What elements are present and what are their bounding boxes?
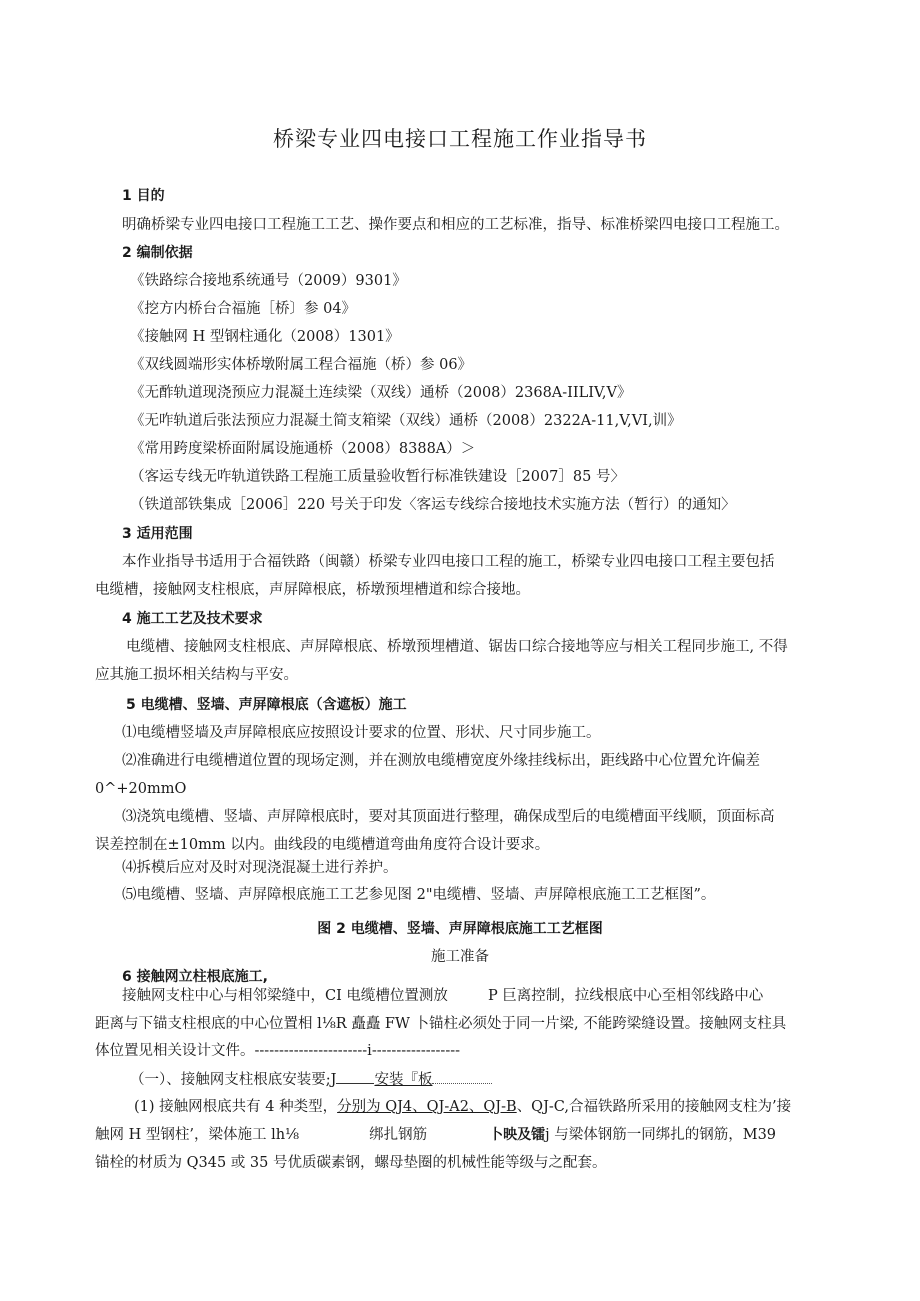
reference-item: 《接触网 H 型钢柱通化（2008）1301》	[130, 329, 400, 345]
section-5-item: ⑴电缆槽竖墙及声屏障根底应按照设计要求的位置、形状、尺寸同步施工。	[122, 725, 601, 741]
reference-item: 《常用跨度梁桥面附属设施通桥（2008）8388A）＞	[130, 441, 476, 457]
underline-blank	[432, 1069, 492, 1084]
paragraph-text: 绑扎钢筋	[369, 1127, 428, 1143]
paragraph-text: 、QJ-C,合福铁路所采用的接触网支柱为’接	[516, 1099, 792, 1115]
paragraph-text: 接触网支柱中心与相邻梁缝中，CI 电缆槽位置测放	[122, 988, 448, 1004]
section-6-heading: 6 接触网立柱根底施工,	[122, 969, 268, 985]
subsection-text: 安装『板	[374, 1072, 433, 1088]
section-5-item: ⑸电缆槽、竖墙、声屏障根底施工工艺参见图 2"电缆槽、竖墙、声屏障根底施工工艺框图”。	[122, 887, 716, 903]
section-1-heading: 1 目的	[122, 188, 165, 204]
section-6-item-line	[134, 1097, 791, 1117]
underline-blank	[336, 1069, 374, 1084]
section-6-item-line	[95, 1125, 776, 1145]
section-6-paragraph-line	[95, 1041, 460, 1061]
paragraph-text: 体位置见相关设计文件。	[95, 1043, 255, 1059]
section-5-item-continuation: 误差控制在±10mm 以内。曲线段的电缆槽道弯曲角度符合设计要求。	[95, 837, 550, 853]
section-4-heading: 4 施工工艺及技术要求	[122, 611, 263, 627]
section-5-heading: 5 电缆槽、竖墙、声屏障根底（含遮板）施工	[126, 697, 407, 713]
reference-item: 《双线圆端形实体桥墩附属工程合福施（桥）参 06》	[130, 357, 473, 373]
reference-item: 《无咋轨道后张法预应力混凝土简支箱梁（双线）通桥（2008）2322A-11,V,VI,训》	[130, 413, 682, 429]
section-5-item-continuation: 0^+20mmO	[95, 781, 187, 797]
section-1-paragraph: 明确桥梁专业四电接口工程施工工艺、操作要点和相应的工艺标准，指导、标准桥梁四电接口工程施工。	[122, 217, 789, 233]
paragraph-text: 触网 H 型钢柱’，梁体施工 lh⅛	[95, 1127, 300, 1143]
section-3-paragraph-line: 电缆槽，接触网支柱根底，声屏障根底，桥墩预埋槽道和综合接地。	[95, 582, 530, 598]
section-5-item: ⑶浇筑电缆槽、竖墙、声屏障根底时，要对其顶面进行整理，确保成型后的电缆槽面平线顺，顶面标高	[122, 809, 775, 825]
section-3-paragraph-line: 本作业指导书适用于合福铁路（闽赣）桥梁专业四电接口工程的施工，桥梁专业四电接口工程主要包括	[122, 554, 775, 570]
subsection-text: （一）、接触网支柱根底安装要;J	[130, 1072, 337, 1088]
section-5-item: ⑷拆模后应对及时对现浇混凝土进行养护。	[122, 860, 398, 876]
figure-2-box-label: 施工准备	[431, 949, 489, 965]
section-4-paragraph-line: 电缆槽、接触网支柱根底、声屏障根底、桥墩预埋槽道、锯齿口综合接地等应与相关工程同步施工, 不得	[126, 639, 788, 655]
paragraph-text: P 巨离控制，拉线根底中心至相邻线路中心	[487, 988, 764, 1004]
section-4-paragraph-line: 应其施工损坏相关结构与平安。	[95, 667, 298, 683]
document-title: 桥梁专业四电接口工程施工作业指导书	[273, 127, 647, 151]
figure-2-caption: 图 2 电缆槽、竖墙、声屏障根底施工工艺框图	[317, 921, 603, 937]
dashed-rule-text: -----------------------i------------------	[254, 1043, 461, 1059]
bold-text: 卜映及镭	[489, 1127, 546, 1143]
reference-item: （铁道部铁集成［2006］220 号关于印发〈客运专线综合接地技术实施方法（暂行）的通知〉	[130, 497, 736, 513]
section-6-paragraph-line	[122, 986, 763, 1006]
section-5-item: ⑵准确进行电缆槽道位置的现场定测，并在测放电缆槽宽度外缘挂线标出，距线路中心位置允许偏差	[122, 753, 760, 769]
section-2-heading: 2 编制依据	[122, 245, 193, 261]
paragraph-text: j 与梁体钢筋一同绑扎的钢筋，M39	[545, 1127, 777, 1143]
reference-item: 《挖方内桥台合福施［桥〕参 04》	[130, 301, 357, 317]
section-3-heading: 3 适用范围	[122, 526, 193, 542]
section-6-item-line: 锚栓的材质为 Q345 或 35 号优质碳素钢，螺母垫圈的机械性能等级与之配套。	[95, 1155, 607, 1171]
reference-item: 《无酢轨道现浇预应力混凝土连续梁（双线）通桥（2008）2368A-IILIV,V》	[130, 385, 632, 401]
reference-item: （客运专线无咋轨道铁路工程施工质量验收暂行标准铁建设［2007］85 号〉	[130, 469, 625, 485]
reference-item: 《铁路综合接地系统通号（2009）9301》	[130, 273, 407, 289]
subsection-heading	[130, 1069, 492, 1090]
underlined-text: 分别为 QJ4、QJ-A2、QJ-B	[337, 1099, 517, 1115]
paragraph-text: (1) 接触网根底共有 4 种类型，	[134, 1099, 338, 1115]
section-6-paragraph-line: 距离与下锚支柱根底的中心位置相 l⅛R 矗矗 FW 卜锚柱必须处于同一片梁, 不能跨梁缝设置。接触网支柱具	[95, 1016, 787, 1032]
